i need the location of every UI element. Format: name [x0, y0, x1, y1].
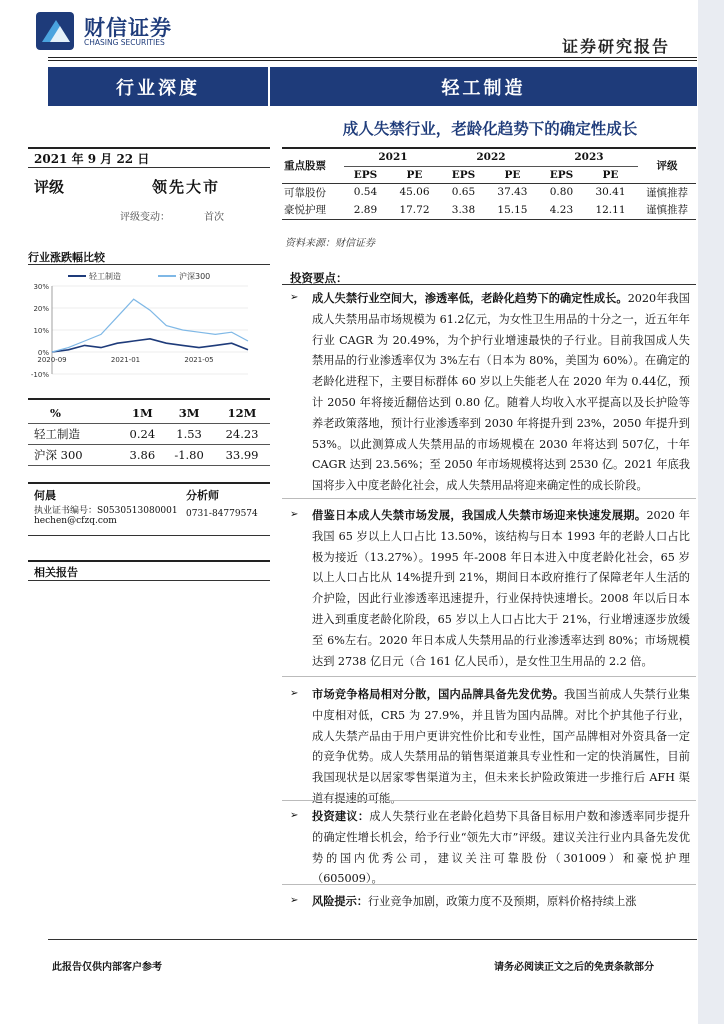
- footer-left: 此报告仅供内部客户参考: [52, 962, 162, 973]
- stock-header-rating: 评级: [656, 160, 678, 173]
- stock-table: [282, 149, 696, 220]
- stock-rating: 谨慎推荐: [646, 186, 688, 199]
- arrow-bullet-icon: ➢: [290, 688, 299, 699]
- banner-category: 行业深度: [48, 67, 268, 106]
- points-title: 投资要点：: [290, 271, 348, 285]
- stock-year: 2021: [344, 149, 442, 166]
- analyst-name: 何晨: [34, 489, 56, 502]
- stock-cell: 45.06: [399, 186, 430, 199]
- point-body: 2020年我国成人失禁用品市场规模为 61.2亿元，为女性卫生用品的十分之一，近五年年行业 CAGR 为 20.49%，为个护行业增速最快的子行业。目前我国成人失禁用品的行业渗透率仅为 3%左右（日本为 80%，美国为 60%）。在确定的老龄化进程下，主要目标群体 60 岁以上失能老人在 2020 年为 0.44亿，预计 2050 年将接近翻倍达到 0.80 亿。随着人均收入水平提高以及长护险等养老政策落地，预计行业渗透率到 2030 年将提升到 23%，2050 年提升到 53%。以此测算成人失禁用品的市场规模在 2030 年将达到 507亿，十年 CAGR 达到 23.56%；至 2050 年市场规模将达到 2530 亿。2021 年底我国将步入中度老龄化社会，成人失禁用品将迎来确定性的成长阶段。: [312, 292, 690, 493]
- y-tick-label: -10%: [30, 371, 49, 379]
- y-tick-label: 30%: [33, 283, 49, 291]
- logo-en: CHASING SECURITIES: [84, 38, 165, 47]
- perf-header-cell: 1M: [131, 405, 153, 420]
- y-tick-label: 0%: [37, 349, 49, 357]
- series-line-1: [52, 339, 248, 352]
- table-source: 资料来源：财信证券: [285, 238, 375, 249]
- point-head: 风险提示：: [312, 894, 368, 908]
- stock-year: 2022: [442, 149, 540, 166]
- perf-title: 行业涨跌幅比较: [28, 251, 105, 264]
- right-margin-bar: [698, 0, 724, 1024]
- perf-cell: 3.86: [129, 447, 156, 462]
- stock-cell: 3.38: [451, 203, 476, 216]
- point-body: 行业竞争加剧，政策力度不及预期，原料价格持续上涨: [367, 895, 637, 908]
- stock-header-row: [282, 149, 696, 166]
- stock-rating: 谨慎推荐: [646, 204, 688, 217]
- stock-cell: 0.80: [549, 186, 574, 199]
- stock-cell: 0.65: [451, 186, 476, 199]
- rating-value: 领先大市: [152, 178, 221, 196]
- point-body: 2020 年我国 65 岁以上人口占比 13.50%，该结构与日本 1993 年的老龄人口占比极为接近（13.27%）。1995 年-2008 年日本进入中度老龄化社会，65 岁以上人口占比从 14%提升到 21%，期间日本政府推行了保障老年人生活的介护险，因此行业渗透率迅速提升，行业保持快速增长。2008 年以后日本进入到重度老龄化阶段，65 岁以上人口占比大于 21%，行业增速逐步放缓至 6%左右。2020 年日本成人失禁用品的行业渗透率达到 80%；市场规模达到 2738 亿日元（合 161 亿人民币），是女性卫生用品的 2.2 倍。: [312, 509, 690, 668]
- analyst-role: 分析师: [186, 489, 219, 502]
- report-date: 2021 年 9 月 22 日: [34, 152, 150, 166]
- stock-subheader: PE: [504, 168, 521, 181]
- legend-label: 沪深300: [179, 272, 211, 281]
- banner-industry: 轻工制造: [270, 67, 697, 106]
- stock-header-key: 重点股票: [284, 160, 326, 173]
- legend-label: 轻工制造: [89, 272, 121, 281]
- table-row: [28, 444, 270, 465]
- analyst-license: 执业证书编号：S0530513080001: [34, 506, 178, 516]
- stock-cell: 2.89: [353, 203, 378, 216]
- stock-cell: 4.23: [549, 203, 574, 216]
- report-type: 证券研究报告: [562, 37, 671, 56]
- stock-name: 可靠股份: [284, 186, 326, 199]
- y-tick-label: 10%: [33, 327, 49, 335]
- y-tick-label: 20%: [33, 305, 49, 313]
- x-tick-label: 2021-01: [110, 356, 141, 364]
- stock-subheader: EPS: [549, 168, 574, 181]
- performance-chart: [28, 266, 270, 384]
- point-head: 市场竞争格局相对分散，国内品牌具备先发优势。: [312, 687, 565, 701]
- logo-cn: 财信证券: [84, 16, 172, 40]
- perf-cell: 24.23: [225, 426, 259, 441]
- arrow-bullet-icon: ➢: [290, 895, 299, 906]
- perf-cell: 1.53: [176, 426, 202, 441]
- perf-header-row: [28, 403, 270, 423]
- point-body: 成人失禁行业在老龄化趋势下具备目标用户数和渗透率同步提升的确定性增长机会，给予行业“领先大市”评级。建议关注行业内具备先发优势的国内优秀公司，建议关注可靠股份（301009）和豪悦护理（605009）。: [312, 810, 690, 886]
- perf-header-cell: %: [50, 405, 61, 420]
- stock-subheader: EPS: [353, 168, 378, 181]
- company-logo: [36, 12, 78, 50]
- stock-subheader: PE: [602, 168, 619, 181]
- table-row: [282, 183, 696, 201]
- point-body: 我国当前成人失禁行业集中度相对低，CR5 为 27.9%，并且皆为国内品牌。对比个护其他子行业，成人失禁产品由于用户更讲究性价比和专业性，国产品牌相对外资具备一定的竞争优势。成人失禁用品的销售渠道兼具专业性和一定的快消属性，目前我国现状是以居家零售渠道为主，但未来长护险政策进一步推行后 AFH 渠道有提速的可能。: [312, 688, 690, 805]
- point-item: [290, 505, 690, 672]
- rating-change-value: 首次: [204, 212, 224, 223]
- point-item: [290, 891, 690, 913]
- arrow-bullet-icon: ➢: [290, 292, 299, 303]
- stock-cell: 15.15: [497, 203, 528, 216]
- stock-subheader: EPS: [451, 168, 476, 181]
- perf-table: [28, 403, 270, 466]
- series-line-2: [52, 299, 248, 352]
- x-tick-label: 2021-05: [184, 356, 214, 364]
- perf-cell: 沪深 300: [34, 447, 83, 462]
- report-title: 成人失禁行业，老龄化趋势下的确定性成长: [342, 119, 638, 138]
- stock-cell: 0.54: [353, 186, 378, 199]
- perf-cell: 33.99: [225, 447, 259, 462]
- logo-icon: [36, 12, 78, 50]
- table-row: [28, 423, 270, 444]
- rating-change-label: 评级变动：: [120, 212, 170, 223]
- arrow-bullet-icon: ➢: [290, 509, 299, 520]
- table-row: [282, 201, 696, 219]
- stock-cell: 30.41: [595, 186, 626, 199]
- stock-subheader: PE: [406, 168, 423, 181]
- perf-header-cell: 3M: [178, 405, 200, 420]
- stock-cell: 17.72: [399, 203, 430, 216]
- arrow-bullet-icon: ➢: [290, 810, 299, 821]
- analyst-phone: 0731-84779574: [186, 509, 258, 519]
- footer-right: 请务必阅读正文之后的免责条款部分: [494, 962, 654, 973]
- perf-header-cell: 12M: [227, 405, 257, 420]
- perf-cell: 轻工制造: [34, 426, 80, 441]
- stock-year: 2023: [540, 149, 638, 166]
- rating-label: 评级: [34, 178, 65, 196]
- point-item: [290, 288, 690, 497]
- point-head: 投资建议：: [312, 809, 370, 823]
- stock-subheader-row: [282, 166, 696, 183]
- perf-cell: -1.80: [174, 447, 204, 462]
- perf-cell: 0.24: [129, 426, 156, 441]
- point-item: [290, 806, 690, 890]
- point-head: 成人失禁行业空间大，渗透率低，老龄化趋势下的确定性成长。: [312, 291, 628, 305]
- stock-cell: 12.11: [595, 203, 626, 216]
- related-reports: 相关报告: [34, 566, 78, 579]
- point-head: 借鉴日本成人失禁市场发展，我国成人失禁市场迎来快速发展期。: [312, 508, 647, 522]
- stock-cell: 37.43: [497, 186, 528, 199]
- x-tick-label: 2020-09: [37, 356, 67, 364]
- analyst-email: hechen@cfzq.com: [34, 516, 117, 526]
- stock-name: 豪悦护理: [284, 204, 326, 217]
- point-item: [290, 684, 690, 810]
